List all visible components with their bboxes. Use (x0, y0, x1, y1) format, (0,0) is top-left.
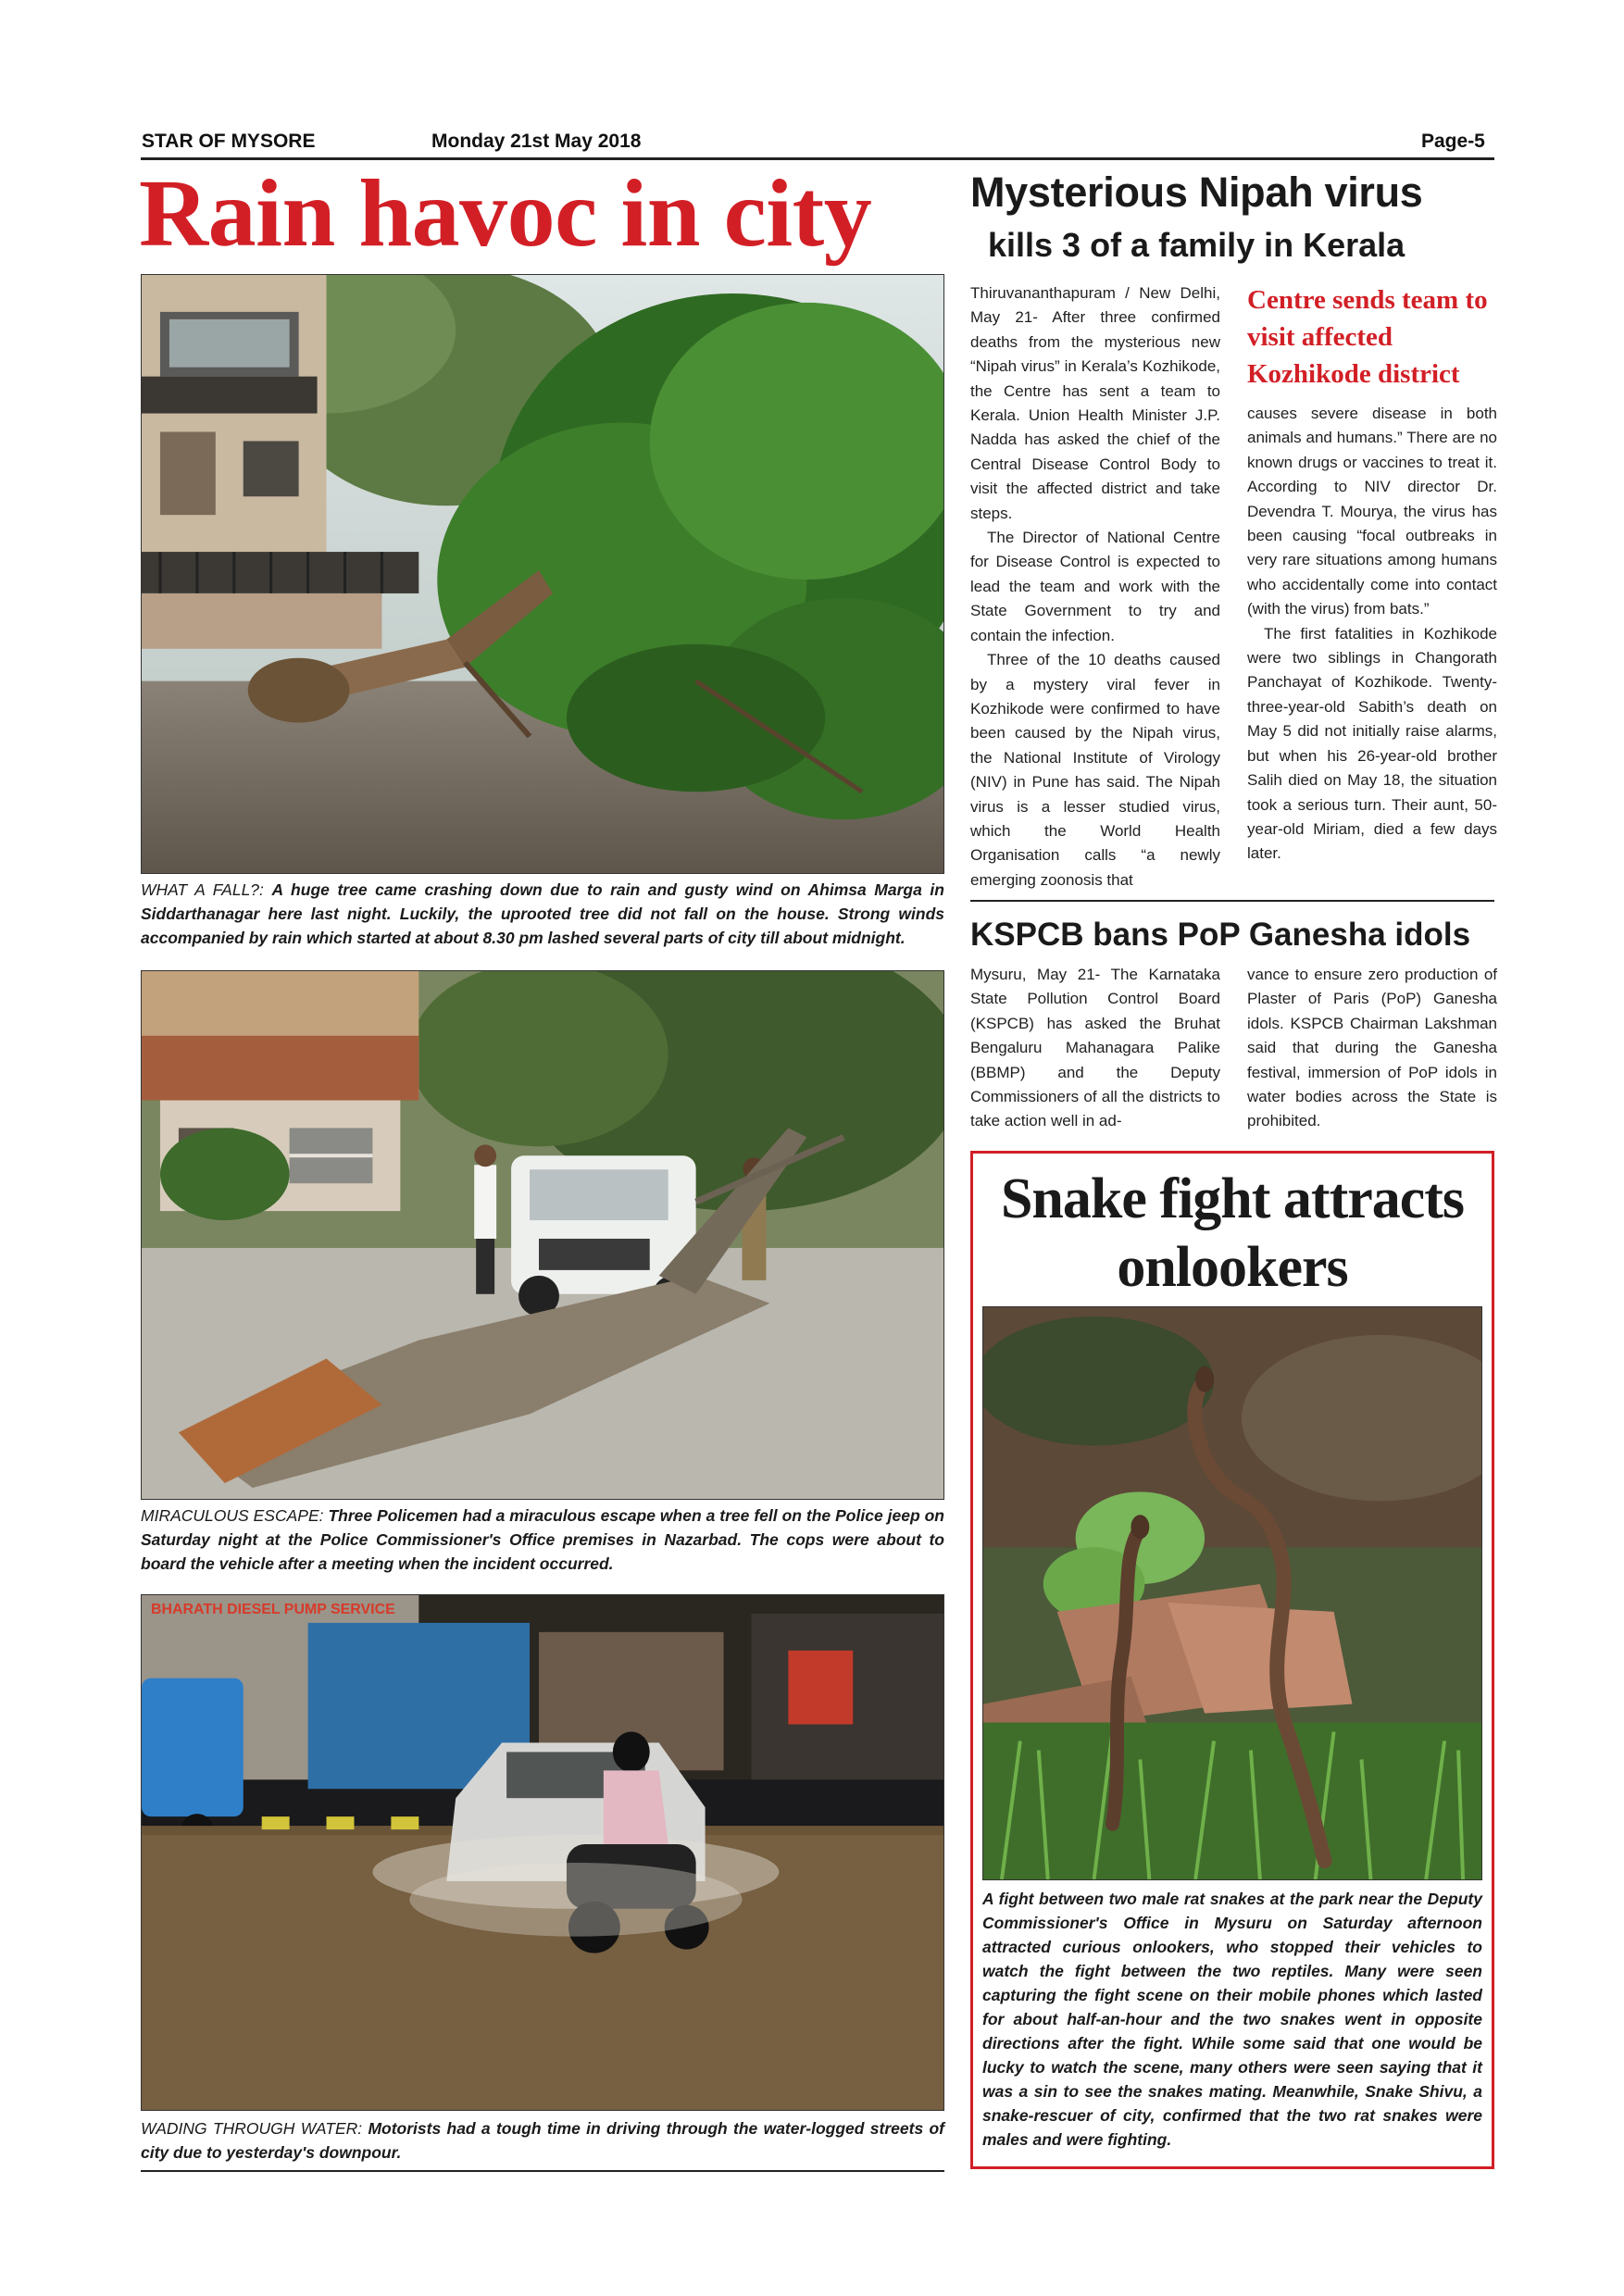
waterlogged-street-photo (141, 1594, 944, 2111)
snake-headline-line-1: Snake fight attracts (1000, 1167, 1465, 1230)
nipah-col2-para-1: causes severe disease in both animals and humans.” There are no known drugs or vaccines to treat it. According to NIV director Dr. Devendra T. Mourya, the virus has been causing “focal outbreaks in very rare situations among humans who accidentally come into contact (with the virus) from bats.” (1247, 405, 1497, 618)
nipah-column-1 (970, 281, 1220, 892)
photo3-caption (141, 2116, 944, 2165)
nipah-bottom-rule (970, 900, 1494, 902)
snake-caption: A fight between two male rat snakes at the park near the Deputy Commissioner's Office in Mysuru on Saturday afternoon attracted curious onlookers, who stopped their vehicles to watch the fight between the two reptiles. Many were seen capturing the fight scene on their mobile phones which lasted for about half-an-hour and the two snakes went in opposite directions after the fight. While some said that one would be lucky to watch the scene, many others were seen saying that it was a sin to see the snakes mating. Meanwhile, Snake Shivu, a snake-rescuer of city, confirmed that the two rat snakes were males and were fighting. (982, 1890, 1482, 2149)
photo3-caption-lead: WADING THROUGH WATER: (141, 2119, 369, 2138)
fallen-tree-photo (141, 274, 944, 874)
snake-story-box (970, 1151, 1494, 2169)
kspcb-headline: KSPCB bans PoP Ganesha idols (970, 917, 1471, 953)
police-jeep-photo (141, 970, 944, 1500)
issue-date: Monday 21st May 2018 (431, 131, 642, 152)
photo2-caption (141, 1504, 944, 1576)
nipah-subheadline: kills 3 of a family in Kerala (988, 226, 1405, 264)
photo1-caption-text: A huge tree came crashing down due to rain and gusty wind on Ahimsa Marga in Siddarthanagar here last night. Luckily, the uprooted tree did not fall on the house. Strong winds accompanied by rain which started at about 8.30 pm lashed several parts of city till about midnight. (141, 880, 944, 947)
snake-fight-photo (982, 1306, 1482, 1880)
kspcb-column-2 (1247, 963, 1497, 1134)
kspcb-col1-text: Mysuru, May 21- The Karnataka State Pollution Control Board (KSPCB) has asked the Bruhat Bengaluru Mahanagara Palike (BBMP) and the Deputy Commissioners of all the districts to take action well in ad- (970, 966, 1220, 1130)
paper-name: STAR OF MYSORE (142, 131, 316, 152)
nipah-col1-para-1: Thiruvananthapuram / New Delhi, May 21- After three confirmed deaths from the mysterious new “Nipah virus” in Kerala’s Kozhikode, the Centre has sent a team to Kerala. Union Health Minister J.P. Nadda has asked the chief of the Central Disease Control Body to visit the affected district and take steps. (970, 284, 1220, 522)
nipah-headline: Mysterious Nipah virus (970, 168, 1423, 216)
snake-headline (973, 1165, 1492, 1302)
page-number: Page-5 (1421, 131, 1485, 152)
shop-sign: BHARATH DIESEL PUMP SERVICE (150, 1601, 395, 1617)
photo3-caption-text: Motorists had a tough time in driving through the water-logged streets of city due to yesterday's downpour. (141, 2119, 944, 2162)
kspcb-col2-text: vance to ensure zero production of Plaster of Paris (PoP) Ganesha idols. KSPCB Chairman Lakshman said that during the Ganesha festival, immersion of PoP idols in water bodies across the State is prohibited. (1247, 966, 1497, 1130)
nipah-col1-para-3: Three of the 10 deaths caused by a mystery viral fever in Kozhikode were confirmed to have been caused by the Nipah virus, the National Institute of Virology (NIV) in Pune has said. The Nipah virus is a lesser studied virus, which the World Health Organisation calls “a newly emerging zoonosis that (970, 651, 1220, 889)
rain-headline: Rain havoc in city (139, 160, 872, 267)
photo2-caption-lead: MIRACULOUS ESCAPE: (141, 1506, 329, 1525)
rain-bottom-rule (141, 2170, 944, 2172)
photo1-caption (141, 878, 944, 950)
kspcb-column-1 (970, 963, 1220, 1134)
snake-headline-line-2: onlookers (1117, 1236, 1348, 1299)
photo1-caption-lead: WHAT A FALL?: (141, 880, 272, 899)
nipah-col2-para-2: The first fatalities in Kozhikode were two siblings in Changorath Panchayat of Kozhikode. Twenty-three-year-old Sabith’s death on May 5 did not initially raise alarms, but when his 26-year-old brother Salih died on May 18, the situation took a serious turn. Their aunt, 50-year-old Miriam, died a few days later. (1247, 624, 1497, 863)
nipah-col1-para-2: The Director of National Centre for Disease Control is expected to lead the team and work with the State Government to try and contain the infection. (970, 529, 1220, 644)
photo2-caption-text: Three Policemen had a miraculous escape when a tree fell on the Police jeep on Saturday night at the Police Commissioner's Office premises in Nazarbad. The cops were about to board the vehicle after a meeting when the incident occurred. (141, 1506, 944, 1573)
nipah-kicker: Centre sends team to visit affected Kozhikode district (1247, 285, 1488, 389)
nipah-column-2 (1247, 402, 1497, 867)
